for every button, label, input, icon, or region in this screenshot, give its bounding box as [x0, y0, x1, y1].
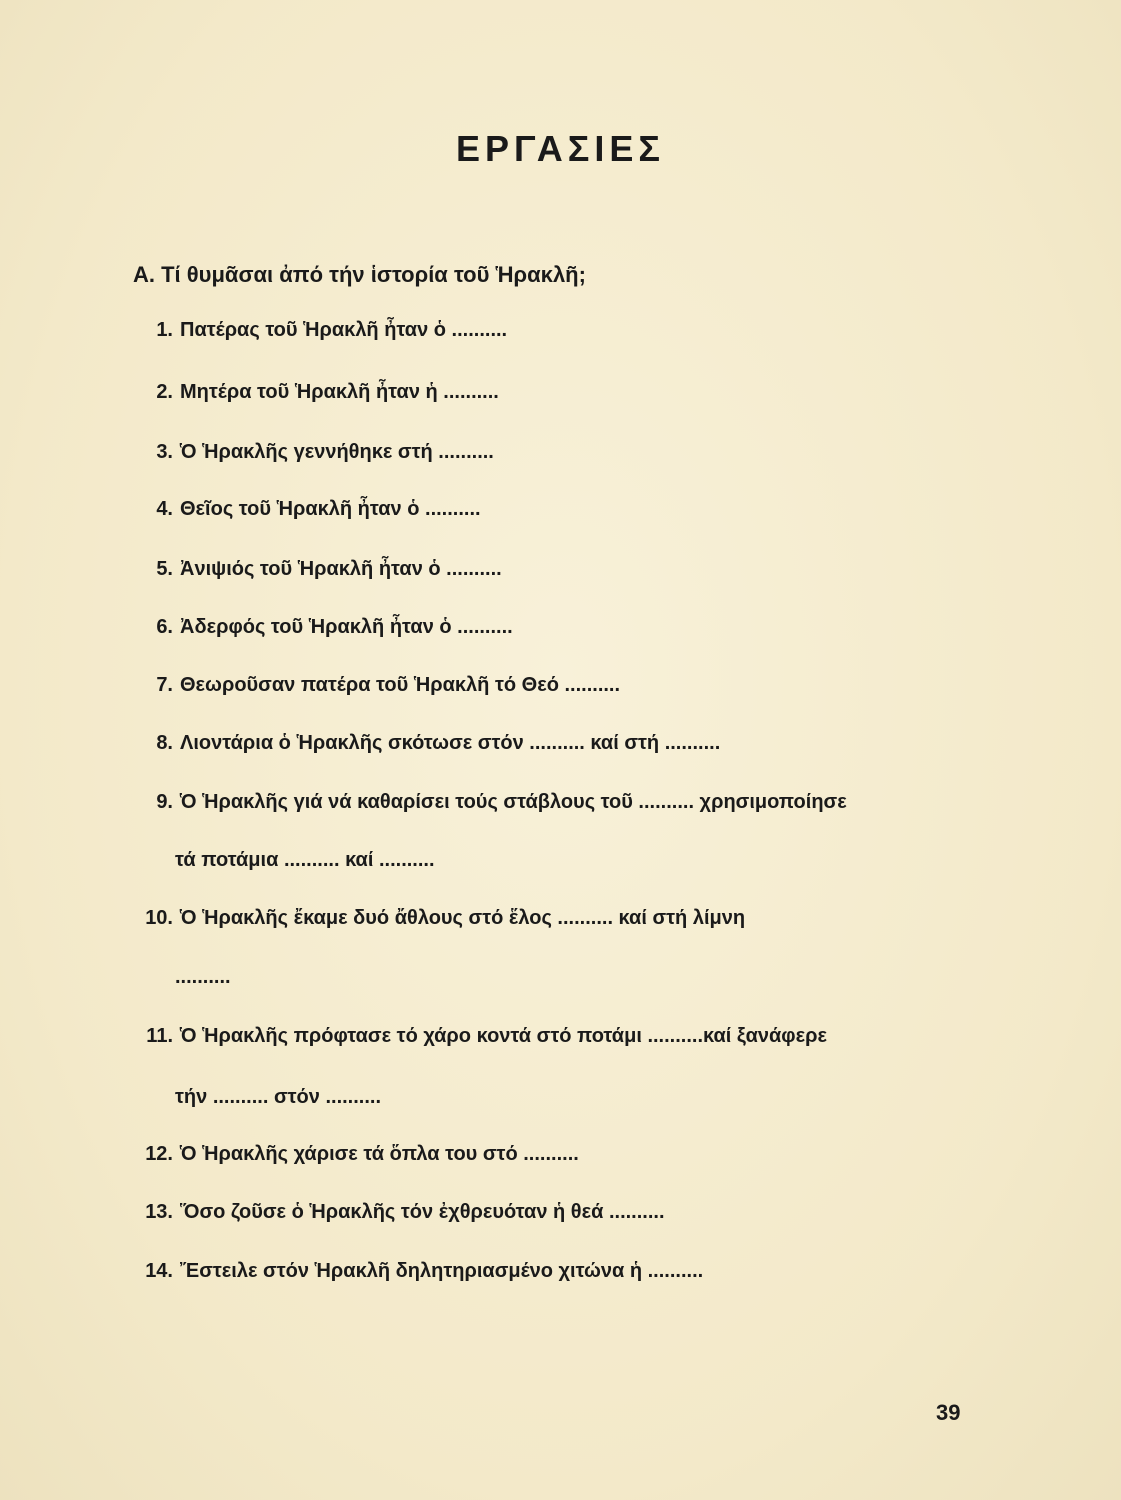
question-number: 2.	[156, 381, 173, 403]
question-7	[133, 671, 979, 699]
question-text: Ὁ Ἡρακλῆς χάρισε τά ὅπλα του στό ..........	[180, 1143, 579, 1165]
question-number: 11.	[146, 1025, 173, 1047]
question-5	[133, 555, 979, 583]
question-12	[133, 1140, 979, 1168]
page-title: ΕΡΓΑΣΙΕΣ	[456, 128, 665, 169]
question-10-continuation: ..........	[175, 966, 231, 988]
question-text: Ὁ Ἡρακλῆς πρόφτασε τό χάρο κοντά στό ποτάμι ..........καί ξανάφερε	[180, 1025, 827, 1047]
question-text: Ὁ Ἡρακλῆς γεννήθηκε στή ..........	[180, 441, 494, 463]
question-13	[133, 1198, 979, 1226]
question-10	[133, 904, 979, 932]
question-number: 13.	[145, 1201, 173, 1223]
question-number: 14.	[145, 1260, 173, 1282]
question-text: Ὅσο ζοῦσε ὁ Ἡρακλῆς τόν ἐχθρευόταν ἡ θεά ..........	[180, 1201, 665, 1223]
question-8	[133, 729, 979, 757]
question-number: 12.	[145, 1143, 173, 1165]
question-text: Ἀνιψιός τοῦ Ἡρακλῆ ἦταν ὁ ..........	[180, 558, 502, 580]
question-text: Λιοντάρια ὁ Ἡρακλῆς σκότωσε στόν .......... καί στή ..........	[180, 732, 721, 754]
question-number: 8.	[156, 732, 173, 754]
question-number: 1.	[156, 319, 173, 341]
question-text: Ἔστειλε στόν Ἡρακλῆ δηλητηριασμένο χιτώνα ἡ ..........	[180, 1260, 704, 1282]
question-1	[133, 316, 979, 344]
question-2	[133, 378, 979, 406]
question-3	[133, 438, 979, 466]
question-text: Ὁ Ἡρακλῆς γιά νά καθαρίσει τούς στάβλους τοῦ .......... χρησιμοποίησε	[180, 791, 847, 813]
question-text: Θεωροῦσαν πατέρα τοῦ Ἡρακλῆ τό Θεό ..........	[180, 674, 621, 696]
question-number: 7.	[156, 674, 173, 696]
question-text: Μητέρα τοῦ Ἡρακλῆ ἦταν ἡ ..........	[180, 381, 499, 403]
question-text: Ὁ Ἡρακλῆς ἔκαμε δυό ἄθλους στό ἕλος .......... καί στή λίμνη	[180, 907, 746, 929]
page-number: 39	[936, 1400, 961, 1425]
question-4	[133, 495, 979, 523]
question-number: 5.	[156, 558, 173, 580]
question-11-continuation: τήν .......... στόν ..........	[175, 1086, 382, 1108]
question-9-continuation: τά ποτάμια .......... καί ..........	[175, 849, 435, 871]
question-text: Πατέρας τοῦ Ἡρακλῆ ἦταν ὁ ..........	[180, 319, 508, 341]
question-number: 9.	[156, 791, 173, 813]
question-text: Θεῖος τοῦ Ἡρακλῆ ἦταν ὁ ..........	[180, 498, 481, 520]
question-text: Ἀδερφός τοῦ Ἡρακλῆ ἦταν ὁ ..........	[180, 616, 513, 638]
question-number: 3.	[156, 441, 173, 463]
question-6	[133, 613, 979, 641]
question-14	[133, 1257, 979, 1285]
question-9	[133, 788, 979, 816]
question-number: 6.	[156, 616, 173, 638]
question-11	[133, 1022, 979, 1050]
question-number: 4.	[156, 498, 173, 520]
question-number: 10.	[145, 907, 173, 929]
section-heading: Α. Τί θυμᾶσαι ἀπό τήν ἱστορία τοῦ Ἡρακλῆ;	[133, 262, 586, 287]
